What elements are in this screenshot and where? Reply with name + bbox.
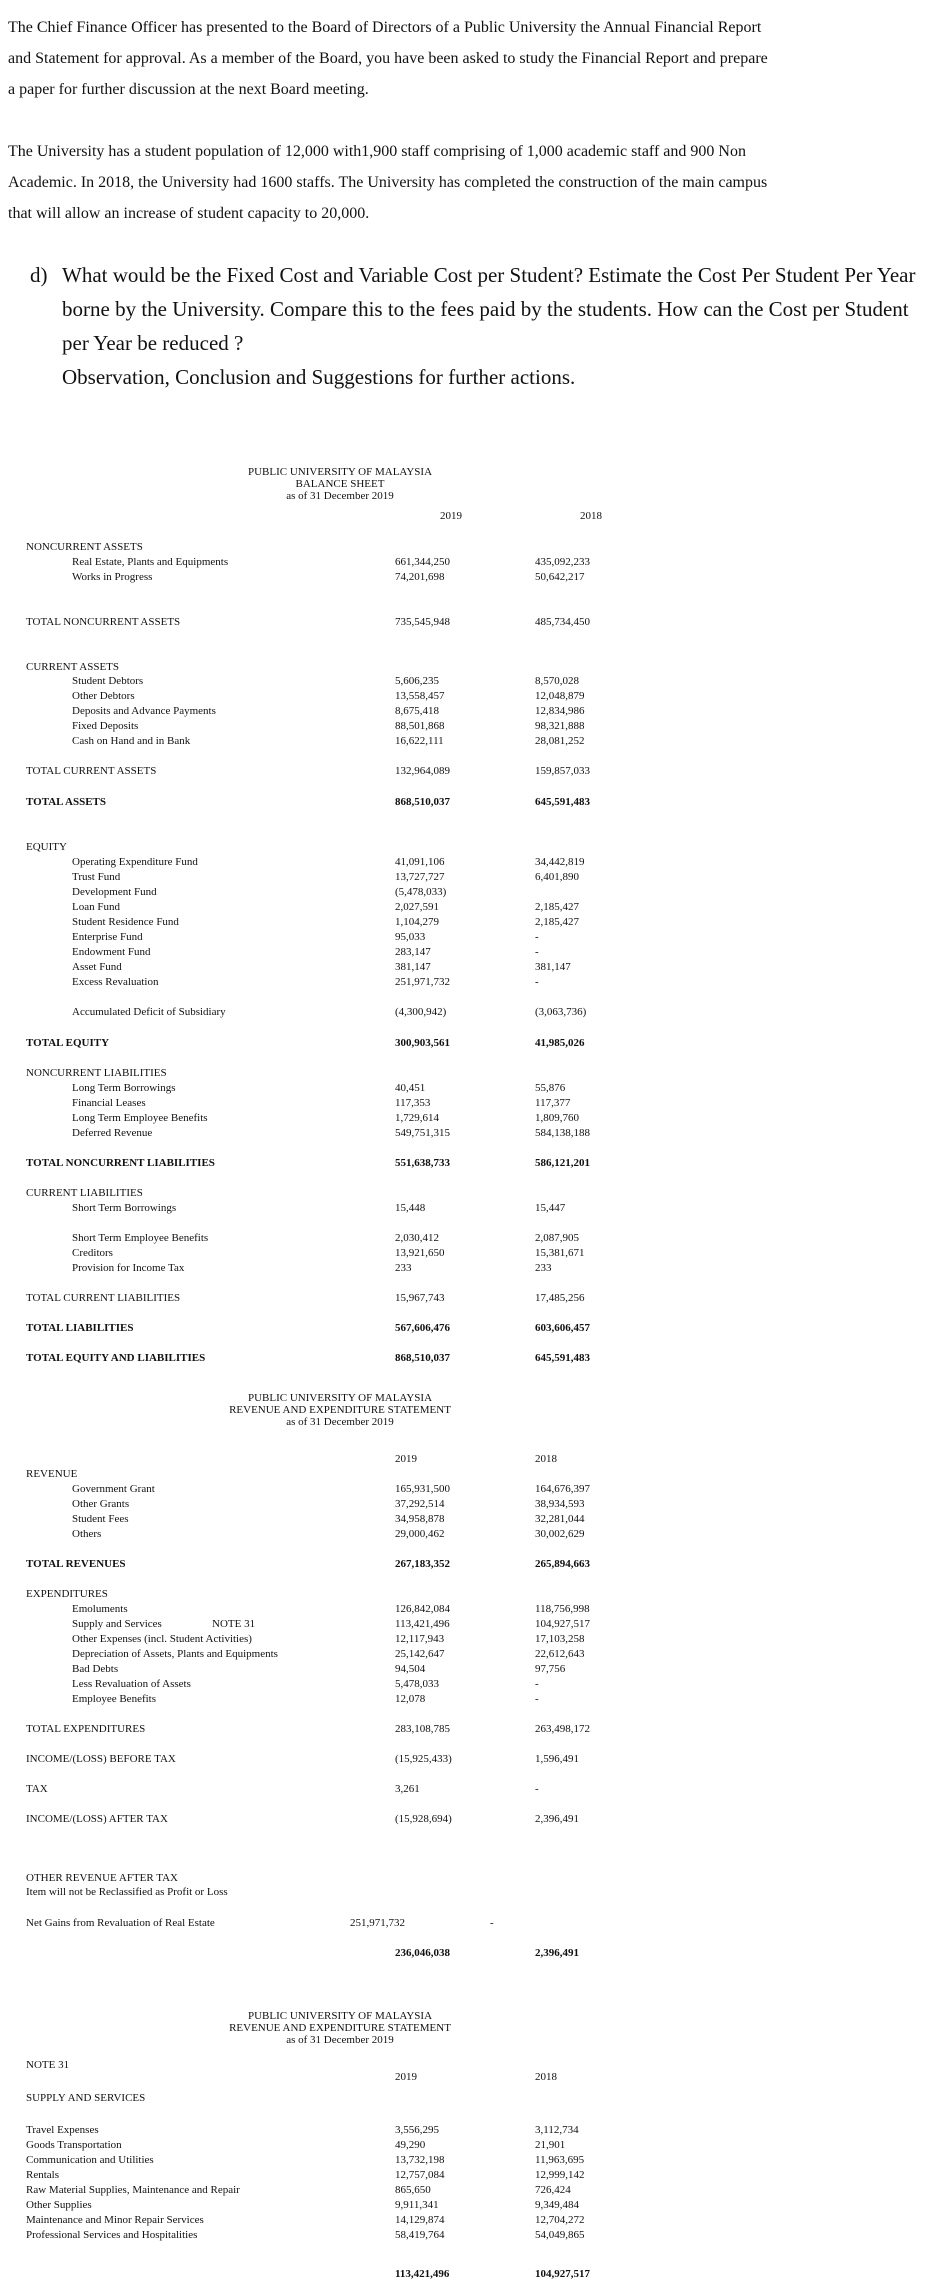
table-row-total bbox=[0, 1036, 940, 1050]
table-row bbox=[0, 2213, 940, 2227]
value-2018: 15,447 bbox=[535, 1202, 566, 1214]
value-2018: 603,606,457 bbox=[535, 1322, 590, 1334]
value-2018: 98,321,888 bbox=[535, 720, 585, 732]
row-label: Long Term Borrowings bbox=[72, 1082, 176, 1094]
value-2018: 104,927,517 bbox=[535, 1618, 590, 1630]
value-2018: 2,185,427 bbox=[535, 916, 579, 928]
table-row bbox=[0, 2138, 940, 2152]
value-2019: 14,129,874 bbox=[395, 2214, 445, 2226]
value-2019: 267,183,352 bbox=[395, 1558, 450, 1570]
table-row bbox=[0, 1692, 940, 1706]
section-label: OTHER REVENUE AFTER TAX bbox=[26, 1872, 178, 1884]
value-2019: 865,650 bbox=[395, 2184, 431, 2196]
bs-title-2: BALANCE SHEET bbox=[295, 478, 385, 490]
section-label: REVENUE bbox=[26, 1468, 78, 1480]
table-row bbox=[0, 915, 940, 929]
value-2018: 435,092,233 bbox=[535, 556, 590, 568]
value-2019: 94,504 bbox=[395, 1663, 426, 1675]
value-2019: (5,478,033) bbox=[395, 886, 447, 898]
section-label: CURRENT ASSETS bbox=[26, 661, 120, 673]
value-2019: 661,344,250 bbox=[395, 556, 450, 568]
intro-paragraph-2: The University has a student population of 12,000 with1,900 staff comprising of 1,000 academic staff and 900 Non Academic. In 2018, the University had 1600 staffs. The University has completed the construction of the main campus that will allow an increase of student capacity to 20,000. bbox=[8, 143, 768, 222]
note-31-header bbox=[180, 2010, 500, 2046]
value-2019: 16,622,111 bbox=[395, 735, 444, 747]
value-2019: 117,353 bbox=[395, 1097, 431, 1109]
table-row bbox=[0, 689, 940, 703]
row-label: TOTAL EXPENDITURES bbox=[26, 1723, 146, 1735]
table-row-total bbox=[0, 1156, 940, 1170]
value-2018: 50,642,217 bbox=[535, 571, 585, 583]
row-label: Trust Fund bbox=[72, 871, 121, 883]
row-label: Bad Debts bbox=[72, 1663, 119, 1675]
rs-section-expenditures bbox=[0, 1587, 940, 1601]
value-2019: 868,510,037 bbox=[395, 1352, 450, 1364]
table-row-total bbox=[0, 615, 940, 629]
value-2019: 3,261 bbox=[395, 1783, 420, 1795]
table-row bbox=[0, 1602, 940, 1616]
row-label: Less Revaluation of Assets bbox=[72, 1678, 191, 1690]
value-2019: 41,091,106 bbox=[395, 856, 445, 868]
row-label: Cash on Hand and in Bank bbox=[72, 735, 191, 747]
n31-title-1: PUBLIC UNIVERSITY OF MALAYSIA bbox=[247, 2010, 433, 2022]
row-label: TOTAL EQUITY bbox=[26, 1037, 110, 1049]
value-2018: 2,087,905 bbox=[535, 1232, 579, 1244]
table-row bbox=[0, 855, 940, 869]
value-2018: 22,612,643 bbox=[535, 1648, 585, 1660]
value-2018: - bbox=[535, 931, 539, 943]
rs-title-1: PUBLIC UNIVERSITY OF MALAYSIA bbox=[247, 1392, 433, 1404]
row-label: Financial Leases bbox=[72, 1097, 146, 1109]
value-2019: 283,147 bbox=[395, 946, 431, 958]
table-row-total bbox=[0, 1351, 940, 1365]
table-row bbox=[0, 1096, 940, 1110]
value-2019: 15,448 bbox=[395, 1202, 426, 1214]
table-row bbox=[0, 1632, 940, 1646]
value-2019: 126,842,084 bbox=[395, 1603, 450, 1615]
row-label: TOTAL REVENUES bbox=[26, 1558, 126, 1570]
value-2019: 12,757,084 bbox=[395, 2169, 445, 2181]
value-2019: 549,751,315 bbox=[395, 1127, 450, 1139]
table-row bbox=[0, 870, 940, 884]
rs-section-other-revenue bbox=[0, 1871, 940, 1885]
row-label: TOTAL CURRENT ASSETS bbox=[26, 765, 157, 777]
row-label: Loan Fund bbox=[72, 901, 120, 913]
row-label: Excess Revaluation bbox=[72, 976, 159, 988]
value-2019: 34,958,878 bbox=[395, 1513, 445, 1525]
section-label: EXPENDITURES bbox=[26, 1588, 108, 1600]
table-row bbox=[0, 1111, 940, 1125]
bs-section-equity bbox=[0, 840, 940, 854]
value-2019: 95,033 bbox=[395, 931, 426, 943]
table-row bbox=[0, 1647, 940, 1661]
value-2018: 11,963,695 bbox=[535, 2154, 585, 2166]
value-2018: - bbox=[535, 946, 539, 958]
row-label: Rentals bbox=[26, 2169, 59, 2181]
value-2019: 251,971,732 bbox=[350, 1917, 405, 1929]
value-2018: 30,002,629 bbox=[535, 1528, 585, 1540]
value-2018: 645,591,483 bbox=[535, 1352, 590, 1364]
row-label: Real Estate, Plants and Equipments bbox=[72, 556, 229, 568]
value-2018: 726,424 bbox=[535, 2184, 571, 2196]
value-2018: 1,809,760 bbox=[535, 1112, 579, 1124]
table-row-total bbox=[0, 1291, 940, 1305]
bs-section-noncurrent-liabilities bbox=[0, 1066, 940, 1080]
value-2018: 12,834,986 bbox=[535, 705, 585, 717]
table-row bbox=[0, 1246, 940, 1260]
row-label: Raw Material Supplies, Maintenance and Repair bbox=[26, 2184, 240, 2196]
section-label: NONCURRENT LIABILITIES bbox=[26, 1067, 167, 1079]
value-2018: 15,381,671 bbox=[535, 1247, 585, 1259]
table-row bbox=[0, 2228, 940, 2242]
table-row bbox=[0, 1916, 940, 1930]
table-row-total bbox=[0, 795, 940, 809]
row-label: TOTAL NONCURRENT LIABILITIES bbox=[26, 1157, 215, 1169]
value-2019: 735,545,948 bbox=[395, 616, 450, 628]
value-2018: 645,591,483 bbox=[535, 796, 590, 808]
rs-section-revenue bbox=[0, 1467, 940, 1481]
value-2019: 868,510,037 bbox=[395, 796, 450, 808]
value-2019: 300,903,561 bbox=[395, 1037, 450, 1049]
table-row-total bbox=[0, 1321, 940, 1335]
table-row bbox=[0, 975, 940, 989]
row-label: Travel Expenses bbox=[26, 2124, 99, 2136]
row-label: TAX bbox=[26, 1783, 48, 1795]
row-label: Operating Expenditure Fund bbox=[72, 856, 198, 868]
table-row bbox=[0, 1005, 940, 1019]
value-2018: 41,985,026 bbox=[535, 1037, 585, 1049]
rs-title-2: REVENUE AND EXPENDITURE STATEMENT bbox=[229, 1404, 451, 1416]
value-2019: 251,971,732 bbox=[395, 976, 450, 988]
row-label: Fixed Deposits bbox=[72, 720, 139, 732]
value-2018: 12,704,272 bbox=[535, 2214, 585, 2226]
value-2019: 8,675,418 bbox=[395, 705, 439, 717]
value-2018: 17,103,258 bbox=[535, 1633, 585, 1645]
rs-col-2019: 2019 bbox=[395, 1453, 417, 1465]
value-2019: 37,292,514 bbox=[395, 1498, 445, 1510]
row-label: TOTAL CURRENT LIABILITIES bbox=[26, 1292, 181, 1304]
value-2018: 159,857,033 bbox=[535, 765, 590, 777]
value-2019: 13,732,198 bbox=[395, 2154, 445, 2166]
value-2019: 25,142,647 bbox=[395, 1648, 445, 1660]
rs-col-2018: 2018 bbox=[535, 1453, 557, 1465]
row-label: Emoluments bbox=[72, 1603, 128, 1615]
note-label: NOTE 31 bbox=[26, 2059, 70, 2071]
value-2018: 32,281,044 bbox=[535, 1513, 585, 1525]
table-row bbox=[0, 1512, 940, 1526]
table-row bbox=[0, 1677, 940, 1691]
value-2019: 9,911,341 bbox=[395, 2199, 439, 2211]
rs-column-headers bbox=[0, 1452, 940, 1466]
table-row bbox=[0, 719, 940, 733]
bs-title-3: as of 31 December 2019 bbox=[286, 490, 394, 502]
value-2018: 265,894,663 bbox=[535, 1558, 590, 1570]
rs-title-3: as of 31 December 2019 bbox=[286, 1416, 394, 1428]
value-2019: 236,046,038 bbox=[395, 1947, 450, 1959]
table-row bbox=[0, 1201, 940, 1215]
value-2018: 28,081,252 bbox=[535, 735, 585, 747]
row-label: INCOME/(LOSS) AFTER TAX bbox=[26, 1813, 168, 1825]
value-2018: 97,756 bbox=[535, 1663, 566, 1675]
value-2019: 3,556,295 bbox=[395, 2124, 439, 2136]
value-2018: 55,876 bbox=[535, 1082, 566, 1094]
value-2019: 113,421,496 bbox=[395, 1618, 450, 1630]
bs-section-current-liabilities bbox=[0, 1186, 940, 1200]
row-label: Creditors bbox=[72, 1247, 113, 1259]
value-2018: (3,063,736) bbox=[535, 1006, 587, 1018]
value-2018: 6,401,890 bbox=[535, 871, 579, 883]
value-2019: 13,921,650 bbox=[395, 1247, 445, 1259]
table-row bbox=[0, 674, 940, 688]
table-row bbox=[0, 1752, 940, 1766]
bs-title-1: PUBLIC UNIVERSITY OF MALAYSIA bbox=[247, 466, 433, 478]
intro-paragraph-1: The Chief Finance Officer has presented to the Board of Directors of a Public University the Annual Financial Report and Statement for approval. As a member of the Board, you have been asked to study the Financial Report and prepare a paper for further discussion at the next Board meeting. bbox=[8, 19, 768, 98]
value-2019: 381,147 bbox=[395, 961, 431, 973]
row-label: Net Gains from Revaluation of Real Estate bbox=[26, 1917, 215, 1929]
section-note: Item will not be Reclassified as Profit or Loss bbox=[26, 1886, 228, 1898]
value-2018: 9,349,484 bbox=[535, 2199, 579, 2211]
rs-other-revenue-note bbox=[0, 1885, 940, 1899]
row-label: TOTAL NONCURRENT ASSETS bbox=[26, 616, 181, 628]
table-row bbox=[0, 1081, 940, 1095]
row-label: Other Debtors bbox=[72, 690, 135, 702]
table-row bbox=[0, 1126, 940, 1140]
revenue-statement-header bbox=[180, 1392, 500, 1428]
value-2019: 58,419,764 bbox=[395, 2229, 445, 2241]
row-label: Deposits and Advance Payments bbox=[72, 705, 216, 717]
value-2018: 12,048,879 bbox=[535, 690, 585, 702]
table-row-total bbox=[0, 1722, 940, 1736]
value-2019: 551,638,733 bbox=[395, 1157, 450, 1169]
value-2019: 2,030,412 bbox=[395, 1232, 439, 1244]
table-row bbox=[0, 2168, 940, 2182]
n31-column-headers bbox=[0, 2070, 940, 2084]
question-text: What would be the Fixed Cost and Variable Cost per Student? Estimate the Cost Per Student Per Year borne by the University. Compare this to the fees paid by the students. How can the Cost per Student per Year be reduced ? bbox=[62, 263, 916, 355]
row-label: Depreciation of Assets, Plants and Equipments bbox=[72, 1648, 278, 1660]
row-label: Provision for Income Tax bbox=[72, 1262, 185, 1274]
n31-title-2: REVENUE AND EXPENDITURE STATEMENT bbox=[229, 2022, 451, 2034]
row-label: Other Expenses (incl. Student Activities) bbox=[72, 1633, 252, 1645]
value-2018: 3,112,734 bbox=[535, 2124, 579, 2136]
row-label: Others bbox=[72, 1528, 102, 1540]
row-label: Student Debtors bbox=[72, 675, 144, 687]
table-row bbox=[0, 1261, 940, 1275]
table-row bbox=[0, 1782, 940, 1796]
table-row bbox=[0, 885, 940, 899]
question-observation: Observation, Conclusion and Suggestions for further actions. bbox=[62, 365, 576, 389]
row-label: Maintenance and Minor Repair Services bbox=[26, 2214, 204, 2226]
value-2018: 164,676,397 bbox=[535, 1483, 590, 1495]
row-label: Endowment Fund bbox=[72, 946, 151, 958]
question-letter: d) bbox=[30, 263, 48, 287]
n31-col-2019: 2019 bbox=[395, 2071, 417, 2083]
row-label: Other Grants bbox=[72, 1498, 130, 1510]
n31-col-2018: 2018 bbox=[535, 2071, 557, 2083]
value-2018: - bbox=[535, 1678, 539, 1690]
row-label: Short Term Employee Benefits bbox=[72, 1232, 209, 1244]
value-2018: 584,138,188 bbox=[535, 1127, 590, 1139]
table-row bbox=[0, 1662, 940, 1676]
value-2018: 117,377 bbox=[535, 1097, 571, 1109]
table-row bbox=[0, 1482, 940, 1496]
table-row bbox=[0, 945, 940, 959]
value-2018: 54,049,865 bbox=[535, 2229, 585, 2241]
value-2019: 1,729,614 bbox=[395, 1112, 439, 1124]
value-2019: 5,478,033 bbox=[395, 1678, 439, 1690]
value-2019: 15,967,743 bbox=[395, 1292, 445, 1304]
value-2019: 40,451 bbox=[395, 1082, 426, 1094]
table-row-total bbox=[0, 764, 940, 778]
value-2018: - bbox=[535, 1783, 539, 1795]
row-label: Short Term Borrowings bbox=[72, 1202, 177, 1214]
value-2019: 283,108,785 bbox=[395, 1723, 450, 1735]
question-d bbox=[24, 258, 924, 394]
row-label: Government Grant bbox=[72, 1483, 155, 1495]
value-2019: 165,931,500 bbox=[395, 1483, 450, 1495]
table-row bbox=[0, 1527, 940, 1541]
value-2019: 49,290 bbox=[395, 2139, 426, 2151]
value-2019: 233 bbox=[395, 1262, 412, 1274]
row-label: Asset Fund bbox=[72, 961, 122, 973]
n31-title-3: as of 31 December 2019 bbox=[286, 2034, 394, 2046]
n31-section-supply bbox=[0, 2091, 940, 2105]
table-row bbox=[0, 570, 940, 584]
row-label: Enterprise Fund bbox=[72, 931, 143, 943]
table-row bbox=[0, 930, 940, 944]
section-label: EQUITY bbox=[26, 841, 67, 853]
row-label: Communication and Utilities bbox=[26, 2154, 154, 2166]
bs-section-noncurrent-assets bbox=[0, 540, 940, 554]
bs-col-2018: 2018 bbox=[580, 510, 602, 522]
value-2019: 567,606,476 bbox=[395, 1322, 450, 1334]
value-2018: 1,596,491 bbox=[535, 1753, 579, 1765]
bs-col-2019: 2019 bbox=[440, 510, 462, 522]
table-row bbox=[0, 900, 940, 914]
value-2018: 17,485,256 bbox=[535, 1292, 585, 1304]
row-label: Professional Services and Hospitalities bbox=[26, 2229, 198, 2241]
bs-column-headers bbox=[0, 509, 940, 523]
value-2018: 8,570,028 bbox=[535, 675, 579, 687]
table-row bbox=[0, 1812, 940, 1826]
row-label: Goods Transportation bbox=[26, 2139, 122, 2151]
value-2018: 2,185,427 bbox=[535, 901, 579, 913]
value-2019: 88,501,868 bbox=[395, 720, 445, 732]
row-label: TOTAL ASSETS bbox=[26, 796, 107, 808]
value-2019: 12,117,943 bbox=[395, 1633, 445, 1645]
value-2018: - bbox=[535, 976, 539, 988]
row-label: Student Fees bbox=[72, 1513, 129, 1525]
note-31-reference: NOTE 31 bbox=[212, 1618, 256, 1630]
value-2018: 485,734,450 bbox=[535, 616, 590, 628]
value-2019: 5,606,235 bbox=[395, 675, 439, 687]
value-2018: 21,901 bbox=[535, 2139, 566, 2151]
table-row bbox=[0, 734, 940, 748]
table-row bbox=[0, 2183, 940, 2197]
value-2018: 12,999,142 bbox=[535, 2169, 585, 2181]
value-2018: 263,498,172 bbox=[535, 1723, 590, 1735]
row-label: TOTAL LIABILITIES bbox=[26, 1322, 134, 1334]
value-2019: 74,201,698 bbox=[395, 571, 445, 583]
row-label: INCOME/(LOSS) BEFORE TAX bbox=[26, 1753, 176, 1765]
value-2019: 132,964,089 bbox=[395, 765, 450, 777]
table-row bbox=[0, 2123, 940, 2137]
value-2018: 118,756,998 bbox=[535, 1603, 590, 1615]
table-row bbox=[0, 2153, 940, 2167]
row-label: Accumulated Deficit of Subsidiary bbox=[72, 1006, 226, 1018]
value-2019: 113,421,496 bbox=[395, 2268, 450, 2280]
section-label: CURRENT LIABILITIES bbox=[26, 1187, 143, 1199]
table-row bbox=[0, 1497, 940, 1511]
value-2018: 2,396,491 bbox=[535, 1947, 579, 1959]
table-row bbox=[0, 2198, 940, 2212]
value-2019: 12,078 bbox=[395, 1693, 426, 1705]
section-label: NONCURRENT ASSETS bbox=[26, 541, 143, 553]
table-row-total bbox=[0, 1557, 940, 1571]
table-row bbox=[0, 960, 940, 974]
table-row-grand-total bbox=[0, 1946, 940, 1960]
table-row bbox=[0, 1231, 940, 1245]
section-label: SUPPLY AND SERVICES bbox=[26, 2092, 146, 2104]
value-2019: 13,727,727 bbox=[395, 871, 445, 883]
row-label: TOTAL EQUITY AND LIABILITIES bbox=[26, 1352, 206, 1364]
value-2019: 13,558,457 bbox=[395, 690, 445, 702]
table-row bbox=[0, 1617, 940, 1631]
value-2018: 2,396,491 bbox=[535, 1813, 579, 1825]
value-2019: 29,000,462 bbox=[395, 1528, 445, 1540]
bs-section-current-assets bbox=[0, 660, 940, 674]
row-label: Long Term Employee Benefits bbox=[72, 1112, 208, 1124]
table-row-grand-total bbox=[0, 2267, 940, 2281]
row-label: Works in Progress bbox=[72, 571, 153, 583]
value-2018: - bbox=[490, 1917, 494, 1929]
row-label: Development Fund bbox=[72, 886, 157, 898]
row-label: Employee Benefits bbox=[72, 1693, 157, 1705]
value-2018: 38,934,593 bbox=[535, 1498, 585, 1510]
row-label: Student Residence Fund bbox=[72, 916, 179, 928]
row-label: Supply and Services bbox=[72, 1618, 162, 1630]
table-row bbox=[0, 704, 940, 718]
value-2019: 1,104,279 bbox=[395, 916, 439, 928]
balance-sheet-header bbox=[180, 466, 500, 502]
table-row bbox=[0, 555, 940, 569]
value-2018: 34,442,819 bbox=[535, 856, 585, 868]
value-2019: (15,928,694) bbox=[395, 1813, 452, 1825]
row-label: Deferred Revenue bbox=[72, 1127, 153, 1139]
value-2019: (15,925,433) bbox=[395, 1753, 452, 1765]
value-2018: 586,121,201 bbox=[535, 1157, 590, 1169]
value-2018: 381,147 bbox=[535, 961, 571, 973]
value-2018: 104,927,517 bbox=[535, 2268, 590, 2280]
value-2019: 2,027,591 bbox=[395, 901, 439, 913]
row-label: Other Supplies bbox=[26, 2199, 92, 2211]
value-2018: - bbox=[535, 1693, 539, 1705]
value-2019: (4,300,942) bbox=[395, 1006, 447, 1018]
value-2018: 233 bbox=[535, 1262, 552, 1274]
